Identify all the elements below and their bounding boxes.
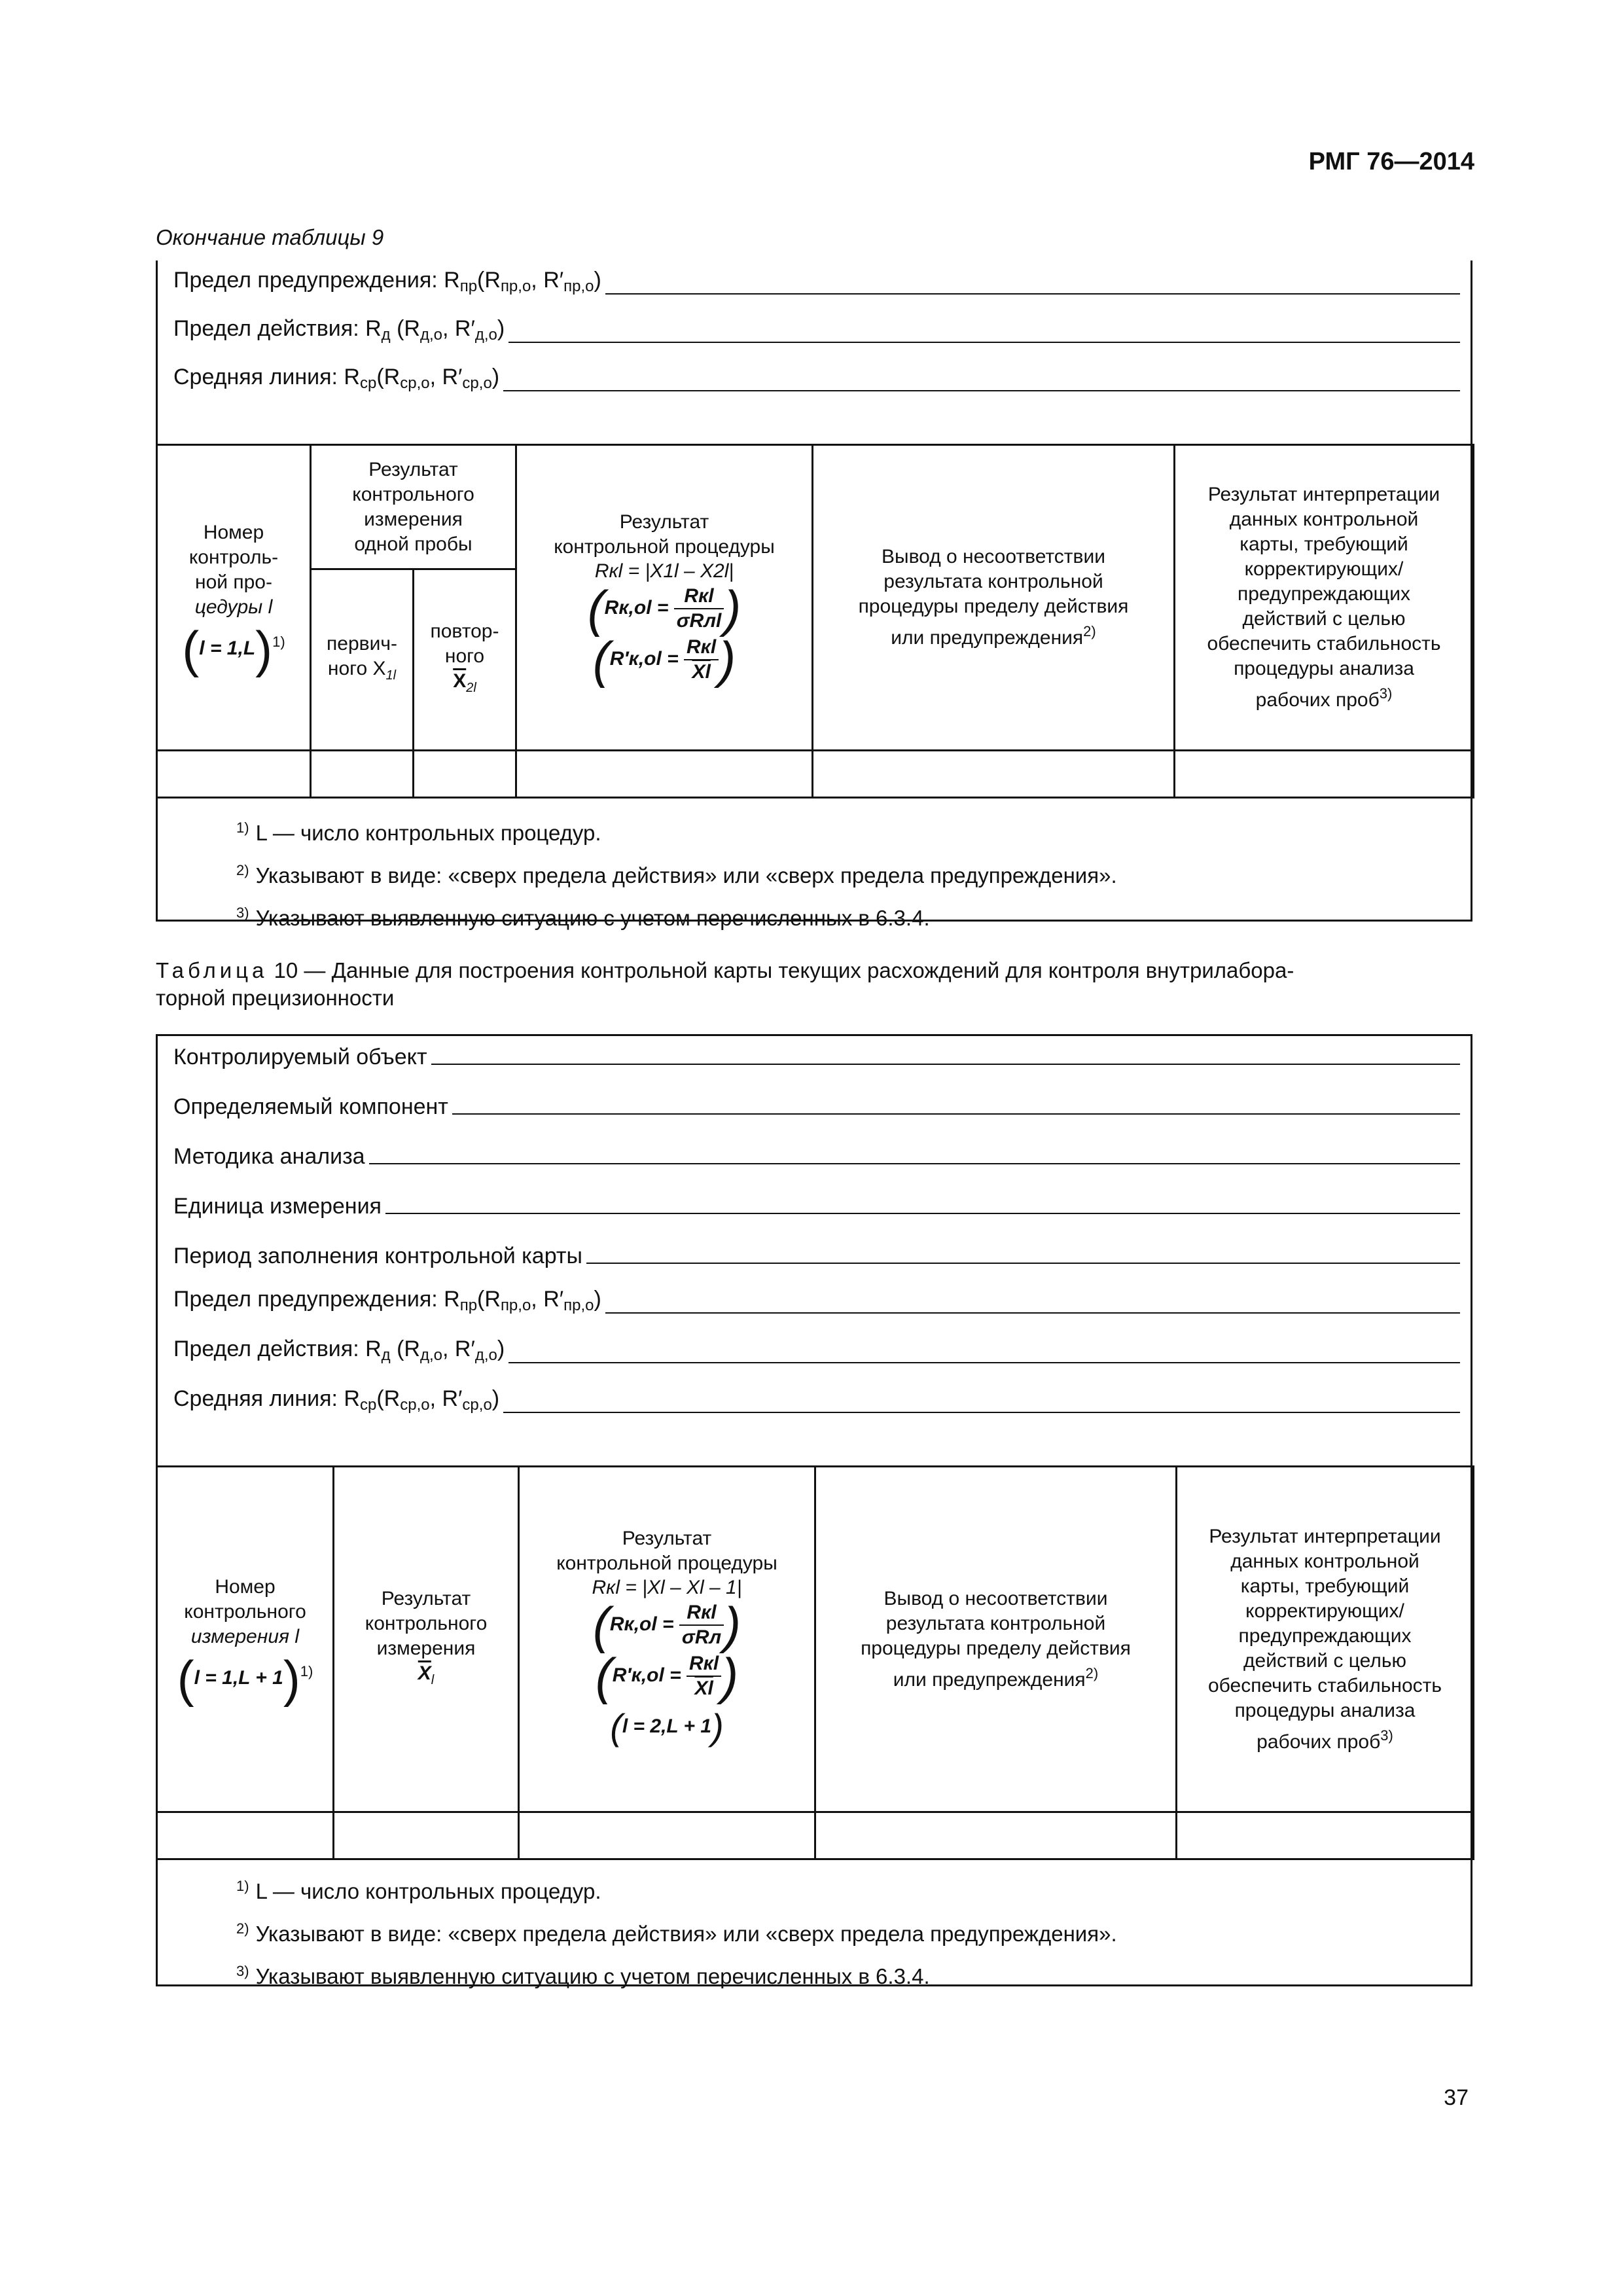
formula-rk-10: Rкl = |Xl – Xl – 1| [592, 1576, 742, 1598]
table10-note-3: $^{3)}$ Указывают выявленную ситуацию с учетом перечисленных в 6.3.4. [236, 1963, 930, 1988]
formula-rko-prime: (R′к,оl = $\frac{\text{Rкl}}{Xl}$ ) [592, 631, 736, 689]
formula-rk: Rкl = |X1l – X2l| [594, 560, 734, 582]
col-primary: первич- ного $X_{1l}$ [311, 569, 414, 751]
fill-period-field: Период заполнения контрольной карты [173, 1240, 1460, 1269]
warning-limit-field-10: Предел предупреждения: $R_{пр}(R_{пр,о}$, $R'_{пр,о}$) [173, 1290, 1460, 1319]
warning-limit-line[interactable] [605, 293, 1460, 295]
table9-note-2: $^{2)}$ Указывают в виде: «сверх предела действия» или «сверх предела предупреждения». [236, 862, 1117, 888]
unit-field: Единица измерения [173, 1191, 1460, 1219]
col-conclusion-10: Вывод о несоответствии результата контрольной процедуры пределу действия или предупреждения$^{2)}$ [815, 1467, 1177, 1812]
table9-note-1: $^{1)}$ L — число контрольных процедур. [236, 819, 601, 845]
table9-notes [236, 809, 1117, 937]
formula-rko-prime-10: (R′к,оl = $\frac{\text{Rкl}}{Xl}$ ) [595, 1647, 739, 1705]
col-repeat: повтор- ного $\overline{X}_{2l}$ [414, 569, 516, 751]
formula-rko: (Rк,оl = $\frac{\text{Rкl}}{\text{σRлl}}$ ) [587, 580, 741, 637]
table10-caption: Таблица 10 — Данные для построения контрольной карты текущих расхождений для контроля внутрилабора- торной прецизионности [156, 958, 1294, 1010]
col-measurement-number: Номер контрольного измерения l (l = 1,L + 1)$^{1)}$ [157, 1467, 334, 1812]
table9-grid [156, 444, 1474, 798]
formula-range-10: (l = 2,L + 1) [610, 1706, 724, 1748]
document-code: РМГ 76—2014 [1308, 148, 1474, 175]
col-measurement-result-10: Результат контрольного измерения $\overline{X}_l$ [334, 1467, 519, 1812]
table10-note-1: $^{1)}$ L — число контрольных процедур. [236, 1878, 601, 1903]
table10-grid [156, 1465, 1474, 1860]
col-procedure-result: Результат контрольной процедуры Rкl = |X1l – X2l| (Rк,оl = $\frac{\text{Rкl}}{\text{σRлl}}$ ) (R′к,оl = $\frac{\text{Rкl}}{Xl}$ ) [516, 445, 813, 751]
action-limit-field: Предел действия: $R_д$ ($R_{д,о}$, $R'_{д,о}$) [173, 319, 1460, 348]
page-number: 37 [1444, 2085, 1469, 2110]
warning-limit-field: Предел предупреждения: $R_{пр}(R_{пр,о}$, $R'_{пр,о}$) [173, 271, 1460, 300]
col-conclusion: Вывод о несоответствии результата контрольной процедуры пределу действия или предупреждения$^{2)}$ [813, 445, 1175, 751]
table9-continuation-caption: Окончание таблицы 9 [156, 225, 384, 249]
table9-data-row [157, 751, 1474, 798]
table10-box [156, 1034, 1472, 1986]
col-measurement-result: Результат контрольного измерения одной пробы [311, 445, 516, 569]
action-limit-line[interactable] [508, 342, 1460, 343]
center-line-field-10: Средняя линия: $R_{ср}(R_{ср,о}$, $R'_{ср,о}$) [173, 1390, 1460, 1418]
method-field: Методика анализа [173, 1141, 1460, 1170]
col-procedure-number: Номер контроль- ной про- цедуры l (l = 1,L)$^{1)}$ [157, 445, 311, 751]
table10-notes [236, 1867, 1117, 1995]
center-line-field: Средняя линия: $R_{ср}(R_{ср,о}$, $R'_{ср,о}$) [173, 368, 1460, 397]
col-interpretation-10: Результат интерпретации данных контрольной карты, требующий корректирующих/ предупреждающих действий с целью обеспечить стабильность процедуры анализа рабочих проб$^{3)}$ [1177, 1467, 1474, 1812]
table10-note-2: $^{2)}$ Указывают в виде: «сверх предела действия» или «сверх предела предупреждения». [236, 1920, 1117, 1946]
table10-data-row [157, 1812, 1474, 1859]
controlled-object-field: Контролируемый объект [173, 1041, 1460, 1070]
center-line-line[interactable] [503, 390, 1460, 391]
component-field: Определяемый компонент [173, 1091, 1460, 1120]
formula-rko-10: (Rк,оl = $\frac{\text{Rкl}}{\text{σRл}}$ ) [592, 1596, 741, 1654]
table9-box [156, 260, 1472, 930]
action-limit-field-10: Предел действия: $R_д$ ($R_{д,о}$, $R'_{д,о}$) [173, 1340, 1460, 1369]
col-interpretation: Результат интерпретации данных контрольной карты, требующий корректирующих/ предупреждающих действий с целью обеспечить стабильность процедуры анализа рабочих проб$^{3)}$ [1175, 445, 1474, 751]
col-procedure-result-10: Результат контрольной процедуры Rкl = |Xl – Xl – 1| (Rк,оl = $\frac{\text{Rкl}}{\text{σRл}}$ ) (R′к,оl = $\frac{\text{Rкl}}{Xl}$ ) (l = 2,L + 1) [519, 1467, 815, 1812]
table9-note-3: $^{3)}$ Указывают выявленную ситуацию с учетом перечисленных в 6.3.4. [236, 905, 930, 930]
